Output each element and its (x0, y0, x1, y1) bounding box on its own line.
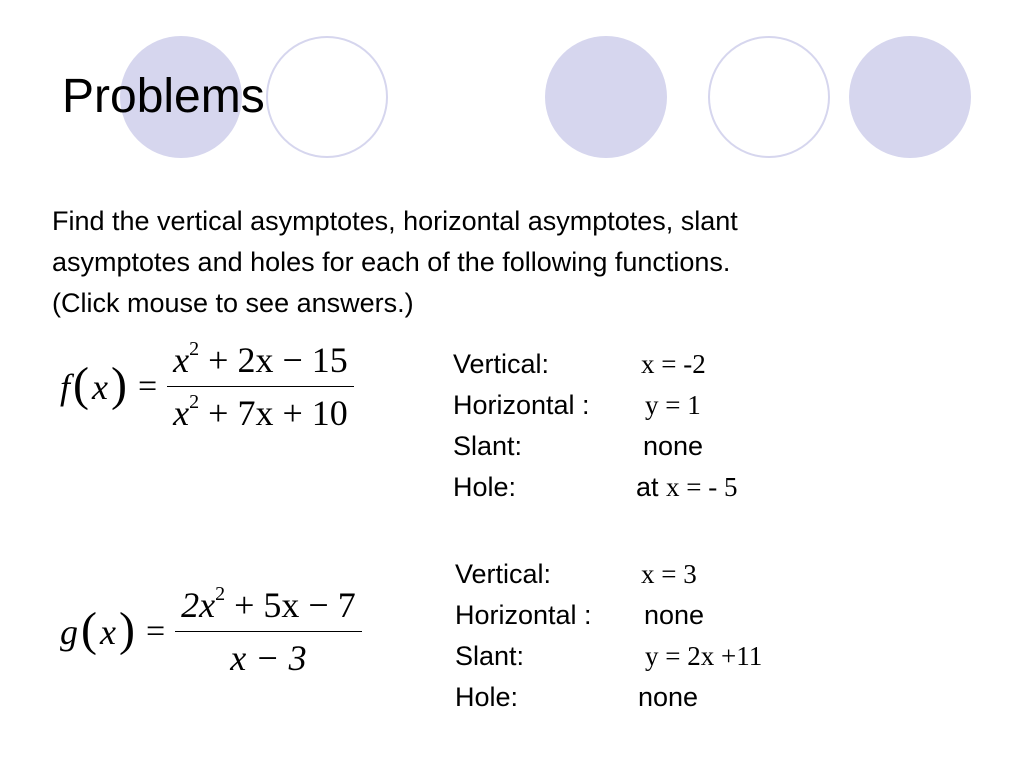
instructions-line: asymptotes and holes for each of the following functions. (52, 247, 731, 277)
answer-label: Vertical: (453, 349, 550, 379)
open-paren: ( (81, 603, 97, 656)
answer-row-hole (453, 467, 853, 508)
answer-value: y = 1 (645, 390, 701, 420)
numerator-rest: + 5x − 7 (225, 585, 356, 625)
denominator-term: x (173, 393, 190, 433)
answer-label: Horizontal : (455, 600, 592, 630)
fraction-bar (175, 631, 362, 632)
answer-row-horizontal (455, 595, 855, 636)
answer-row-hole (455, 677, 855, 718)
fraction (175, 583, 362, 680)
denominator (224, 636, 312, 680)
numerator (175, 583, 362, 627)
answer-label: Slant: (453, 431, 523, 461)
denominator (167, 391, 354, 435)
numerator-rest: + 2x − 15 (199, 340, 348, 380)
function-name: f (60, 366, 71, 407)
equals-sign: = (145, 612, 166, 650)
fraction-bar (167, 386, 354, 387)
function-g-formula (60, 583, 362, 680)
numerator-exponent: 2 (215, 583, 226, 605)
denominator-exponent: 2 (189, 391, 200, 413)
answer-value: y = 2x +11 (645, 641, 763, 671)
close-paren: ) (110, 358, 127, 411)
answer-label: Vertical: (455, 559, 552, 589)
answer-label: Slant: (455, 641, 525, 671)
denominator-rest: + 7x + 10 (199, 393, 348, 433)
answer-row-slant (453, 426, 853, 467)
function-g-answers (455, 554, 855, 718)
open-paren: ( (73, 358, 89, 411)
instructions-line: Find the vertical asymptotes, horizontal asymptotes, slant (52, 206, 738, 236)
numerator (167, 338, 354, 382)
answer-value: x = - 5 (666, 472, 738, 502)
function-variable: x (92, 366, 108, 407)
instructions-line: (Click mouse to see answers.) (52, 288, 414, 318)
answer-value: none (638, 682, 699, 712)
answer-row-horizontal (453, 385, 853, 426)
answer-value: x = -2 (641, 349, 706, 379)
answer-row-vertical (453, 344, 853, 385)
answer-label: Horizontal : (453, 390, 590, 420)
instructions (52, 201, 972, 324)
function-name: g (60, 611, 78, 652)
answer-label: Hole: (455, 682, 519, 712)
equals-sign: = (137, 367, 158, 405)
function-f-answers (453, 344, 853, 508)
answer-row-vertical (455, 554, 855, 595)
answer-value: none (644, 600, 705, 630)
close-paren: ) (118, 603, 135, 656)
decor-circle-3 (545, 36, 667, 158)
denominator-term: x − 3 (230, 638, 307, 678)
answer-label: Hole: (453, 472, 517, 502)
numerator-term: 2x (181, 585, 216, 625)
numerator-exponent: 2 (189, 338, 200, 360)
answer-value: x = 3 (641, 559, 697, 589)
function-f-formula (60, 338, 354, 435)
slide-title: Problems (62, 70, 265, 123)
decor-circle-5 (849, 36, 971, 158)
answer-value: none (643, 431, 704, 461)
function-variable: x (99, 611, 116, 652)
numerator-term: x (173, 340, 190, 380)
answer-prefix: at (636, 472, 659, 502)
decor-circle-4 (708, 36, 830, 158)
answer-row-slant (455, 636, 855, 677)
decor-circle-2 (266, 36, 388, 158)
fraction (167, 338, 354, 435)
